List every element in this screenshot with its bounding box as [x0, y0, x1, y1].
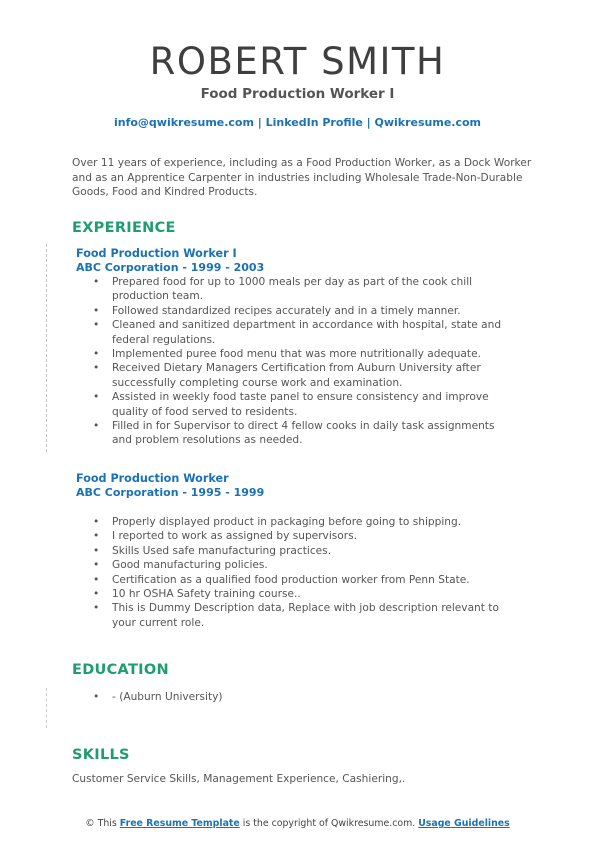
- copyright-footer: [0, 818, 595, 829]
- usage-guidelines-link[interactable]: Usage Guidelines: [418, 818, 510, 829]
- linkedin-link[interactable]: LinkedIn Profile: [265, 116, 363, 129]
- list-item: • This is Dummy Description data, Replace with job description relevant to your current role.: [112, 601, 506, 630]
- list-item: • Implemented puree food menu that was more nutritionally adequate.: [112, 347, 506, 361]
- email-link[interactable]: info@qwikresume.com: [113, 116, 254, 129]
- list-item: • Prepared food for up to 1000 meals per day as part of the cook chill production team.: [112, 275, 506, 304]
- section-divider-rail: [46, 244, 47, 452]
- list-item: • I reported to work as assigned by supervisors.: [112, 529, 506, 543]
- list-item: • Certification as a qualified food production worker from Penn State.: [112, 573, 506, 587]
- education-heading: EDUCATION: [72, 662, 169, 678]
- list-item: • Filled in for Supervisor to direct 4 fellow cooks in daily task assignments and problem resolutions as needed.: [112, 419, 506, 448]
- section-divider-rail: [46, 688, 47, 728]
- list-item: • Received Dietary Managers Certification from Auburn University after successfully completing course work and examination.: [112, 361, 506, 390]
- education-entry: [76, 690, 506, 704]
- candidate-name: ROBERT SMITH: [149, 40, 446, 83]
- website-link[interactable]: Qwikresume.com: [374, 116, 482, 129]
- education-list: [76, 690, 506, 704]
- experience-bullet-list: [76, 275, 506, 448]
- skills-heading: SKILLS: [72, 747, 130, 763]
- skills-text: Customer Service Skills, Management Experience, Cashiering,.: [72, 773, 406, 785]
- contact-separator: |: [253, 116, 266, 129]
- experience-job-title: Food Production Worker: [76, 472, 229, 485]
- experience-company-dates: ABC Corporation - 1995 - 1999: [76, 486, 265, 499]
- experience-company-dates: ABC Corporation - 1999 - 2003: [76, 261, 265, 274]
- list-item: • Skills Used safe manufacturing practices.: [112, 544, 506, 558]
- experience-bullet-list: [76, 515, 506, 630]
- list-item: • Properly displayed product in packaging before going to shipping.: [112, 515, 506, 529]
- list-item: • Cleaned and sanitized department in accordance with hospital, state and federal regulations.: [112, 318, 506, 347]
- footer-middle-text: is the copyright of Qwikresume.com.: [239, 818, 419, 829]
- list-item: • 10 hr OSHA Safety training course..: [112, 587, 506, 601]
- experience-heading: EXPERIENCE: [72, 220, 176, 236]
- experience-job-title: Food Production Worker I: [76, 247, 237, 260]
- summary-paragraph: Over 11 years of experience, including as a Food Production Worker, as a Dock Worker and as an Apprentice Carpenter in industries including Wholesale Trade-Non-Durable Goods, Food and Kindred Products.: [72, 157, 532, 198]
- list-item: • - (Auburn University): [112, 690, 506, 704]
- list-item: • Followed standardized recipes accurately and in a timely manner.: [112, 304, 506, 318]
- job-title-headline: Food Production Worker I: [200, 86, 395, 102]
- free-resume-template-link[interactable]: Free Resume Template: [119, 818, 240, 829]
- contact-line: [0, 116, 595, 129]
- experience-entry: [76, 472, 506, 630]
- experience-entry: [76, 247, 506, 448]
- list-item: • Assisted in weekly food taste panel to ensure consistency and improve quality of food served to residents.: [112, 390, 506, 419]
- list-item: • Good manufacturing policies.: [112, 558, 506, 572]
- footer-prefix: © This: [85, 818, 120, 829]
- contact-separator: |: [362, 116, 375, 129]
